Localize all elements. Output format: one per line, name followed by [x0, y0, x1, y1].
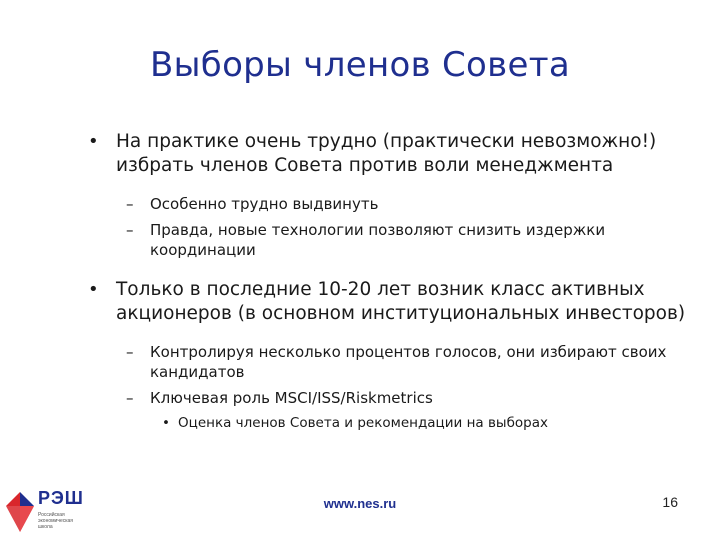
logo-text: РЭШ — [38, 488, 84, 508]
dash-icon: – — [126, 195, 134, 213]
sub-sub-bullet-text: Оценка членов Совета и рекомендации на выборах — [178, 415, 549, 431]
sub-bullet-item — [88, 388, 688, 408]
dash-icon: – — [126, 343, 134, 361]
sub-bullet-item — [88, 342, 688, 382]
sub-bullet-item — [88, 220, 688, 260]
slide-content — [88, 130, 688, 432]
sub-bullet-text: Контролируя несколько процентов голосов, они избирают своих кандидатов — [150, 343, 667, 381]
bullet-icon: • — [162, 415, 170, 431]
bullet-icon: • — [88, 131, 99, 152]
footer-url: www.nes.ru — [323, 496, 397, 511]
sub-bullet-item — [88, 194, 688, 214]
bullet-item — [88, 130, 688, 178]
slide-title: Выборы членов Совета — [150, 45, 570, 85]
logo-subtext: Российская экономическая школа — [38, 512, 74, 530]
bullet-text: На практике очень трудно (практически невозможно!) избрать членов Совета против воли менеджмента — [116, 131, 657, 176]
dash-icon: – — [126, 221, 134, 239]
bullet-text: Только в последние 10-20 лет возник класс активных акционеров (в основном институциональных инвесторов) — [116, 279, 686, 324]
bullet-icon: • — [88, 279, 99, 300]
sub-bullet-text: Особенно трудно выдвинуть — [150, 195, 379, 213]
dash-icon: – — [126, 389, 134, 407]
bullet-item — [88, 278, 688, 326]
sub-sub-bullet-item — [88, 414, 688, 432]
page-number: 16 — [662, 494, 678, 510]
sub-bullet-text: Ключевая роль MSCI/ISS/Riskmetrics — [150, 389, 433, 407]
nes-logo — [6, 486, 90, 536]
sub-bullet-text: Правда, новые технологии позволяют снизить издержки координации — [150, 221, 606, 259]
